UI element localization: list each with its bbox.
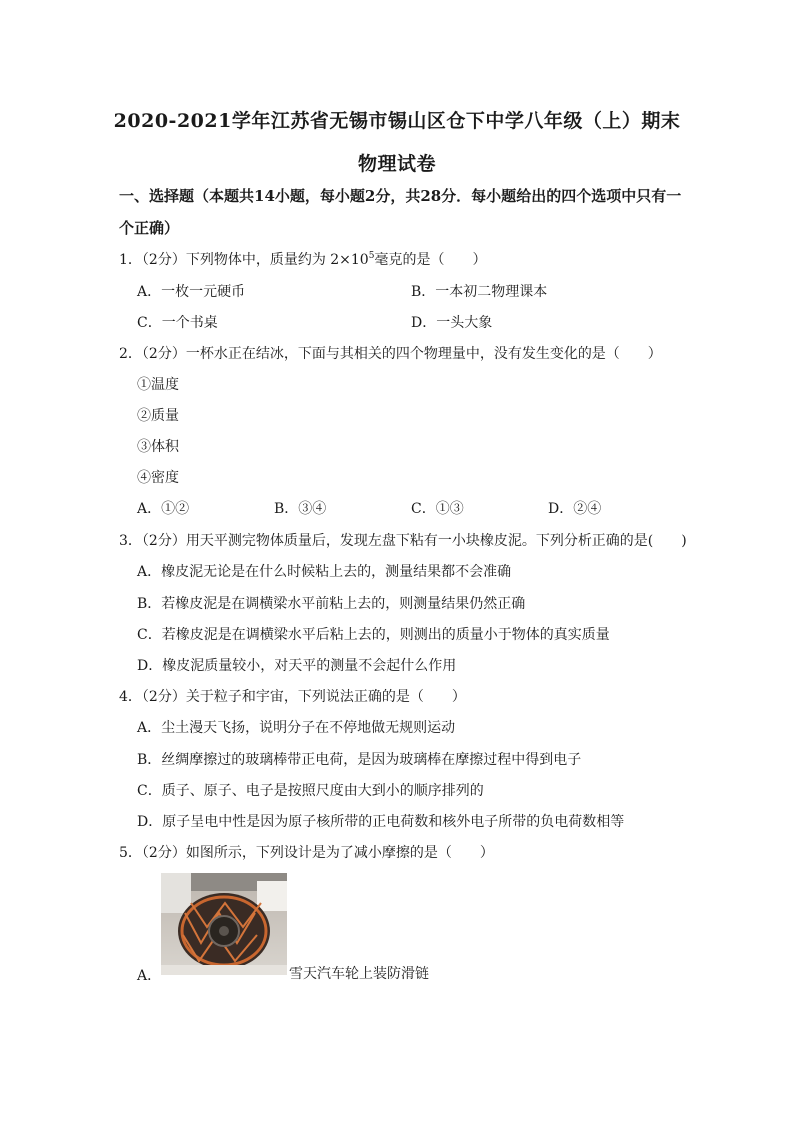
question-3-option-b: B．若橡皮泥是在调横梁水平前粘上去的，则测量结果仍然正确 — [137, 596, 526, 612]
exam-title-line1: 2020-2021学年江苏省无锡市锡山区仓下中学八年级（上）期末 — [113, 110, 681, 132]
question-2-option-c: C．①③ — [411, 501, 464, 517]
question-2-item-4: ④密度 — [137, 470, 179, 486]
question-5-stem: 5．（2分）如图所示，下列设计是为了减小摩擦的是（ ） — [119, 845, 494, 861]
question-4-option-a: A．尘土漫天飞扬，说明分子在不停地做无规则运动 — [137, 720, 456, 736]
question-4-option-d: D．原子呈电中性是因为原子核所带的正电荷数和核外电子所带的负电荷数相等 — [137, 814, 625, 830]
question-2-stem: 2．（2分）一杯水正在结冰，下面与其相关的四个物理量中，没有发生变化的是（ ） — [119, 346, 662, 362]
question-2-option-d: D．②④ — [548, 501, 602, 517]
question-3-option-a: A．橡皮泥无论是在什么时候粘上去的，测量结果都不会准确 — [137, 564, 512, 580]
question-4-stem: 4．（2分）关于粒子和宇宙，下列说法正确的是（ ） — [119, 689, 466, 705]
question-1-stem-text: 1．（2分）下列物体中，质量约为 2×10 — [119, 252, 369, 268]
question-2-item-1: ①温度 — [137, 377, 179, 393]
question-2-item-3: ③体积 — [137, 439, 179, 455]
question-4-option-b: B．丝绸摩擦过的玻璃棒带正电荷，是因为玻璃棒在摩擦过程中得到电子 — [137, 752, 582, 768]
question-2-item-2: ②质量 — [137, 408, 179, 424]
question-1-stem — [119, 249, 486, 269]
question-1-exponent: 5 — [368, 251, 375, 261]
question-2-option-b: B．③④ — [274, 501, 327, 517]
question-1-option-d: D．一头大象 — [411, 315, 493, 331]
question-3-stem: 3．（2分）用天平测完物体质量后，发现左盘下粘有一小块橡皮泥。下列分析正确的是( ) — [119, 533, 687, 549]
snow-chain-tire-illustration — [161, 873, 287, 975]
question-5-option-a-caption: 雪天汽车轮上装防滑链 — [289, 966, 429, 982]
question-1-option-c: C．一个书桌 — [137, 315, 218, 331]
question-5-option-a-letter: A． — [137, 968, 162, 984]
exam-title-line2: 物理试卷 — [357, 153, 436, 175]
question-1-option-b: B．一本初二物理课本 — [411, 284, 548, 300]
question-1-option-a: A．一枚一元硬币 — [137, 284, 246, 300]
question-3-option-d: D．橡皮泥质量较小，对天平的测量不会起什么作用 — [137, 658, 457, 674]
section-heading: 一、选择题（本题共14小题，每小题2分，共28分．每小题给出的四个选项中只有一个正确） — [119, 187, 682, 237]
snow-chain-tire-photo — [161, 873, 287, 975]
question-2-option-a: A．①② — [137, 501, 190, 517]
question-1-stem-tail: 毫克的是（ ） — [374, 252, 487, 268]
question-3-option-c: C．若橡皮泥是在调横梁水平后粘上去的，则测出的质量小于物体的真实质量 — [137, 627, 610, 643]
question-4-option-c: C．质子、原子、电子是按照尺度由大到小的顺序排列的 — [137, 783, 484, 799]
